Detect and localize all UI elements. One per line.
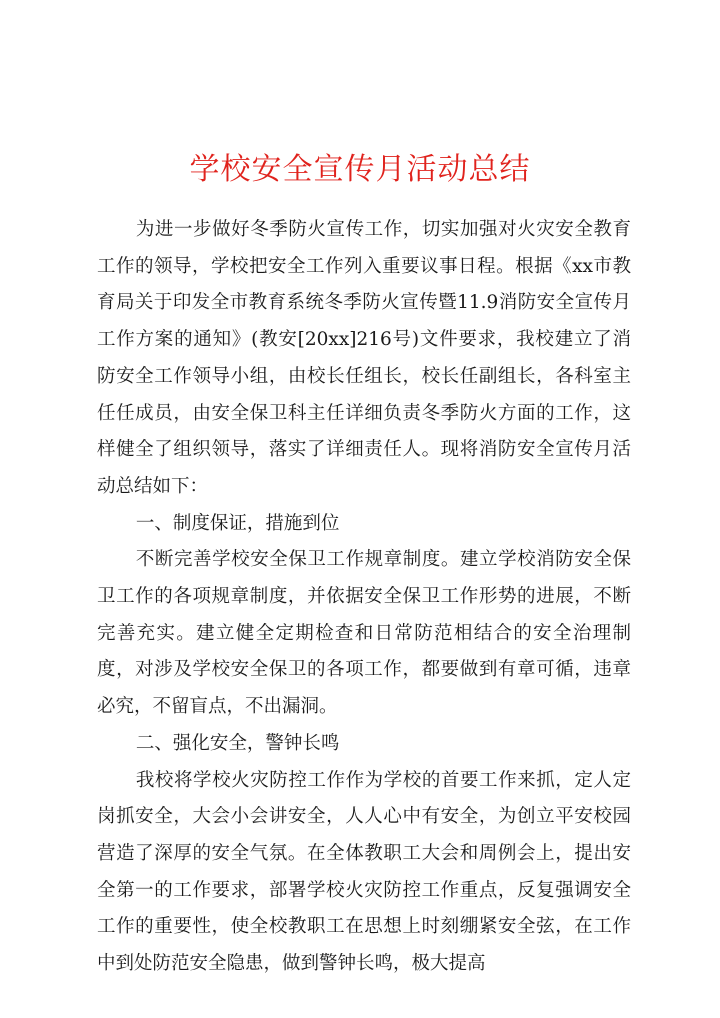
- document-body: [97, 212, 631, 983]
- section-2-paragraph: 我校将学校火灾防控工作作为学校的首要工作来抓，定人定岗抓安全，大会小会讲安全，人人心中有安全，为创立平安校园营造了深厚的安全气氛。在全体教职工大会和周例会上，提出安全第一的工作要求，部署学校火灾防控工作重点，反复强调安全工作的重要性，使全校教职工在思想上时刻绷紧安全弦，在工作中到处防范安全隐患，做到警钟长鸣，极大提高: [97, 769, 631, 975]
- section-heading-2: 二、强化安全，警钟长鸣: [135, 732, 340, 754]
- section-1-paragraph: 不断完善学校安全保卫工作规章制度。建立学校消防安全保卫工作的各项规章制度，并依据安全保卫工作形势的进展，不断完善充实。建立健全定期检查和日常防范相结合的安全治理制度，对涉及学校安全保卫的各项工作，都要做到有章可循，违章必究，不留盲点，不出漏洞。: [97, 549, 631, 718]
- section-heading-1: 一、制度保证，措施到位: [135, 512, 340, 534]
- intro-paragraph: 为进一步做好冬季防火宣传工作，切实加强对火灾安全教育工作的领导，学校把安全工作列入重要议事日程。根据《xx市教育局关于印发全市教育系统冬季防火宣传暨11.9消防安全宣传月工作方案的通知》(教安[20xx]216号)文件要求，我校建立了消防安全工作领导小组，由校长任组长，校长任副组长，各科室主任任成员，由安全保卫科主任详细负责冬季防火方面的工作，这样健全了组织领导，落实了详细责任人。现将消防安全宣传月活动总结如下：: [97, 219, 631, 497]
- document-title: 学校安全宣传月活动总结: [189, 152, 531, 187]
